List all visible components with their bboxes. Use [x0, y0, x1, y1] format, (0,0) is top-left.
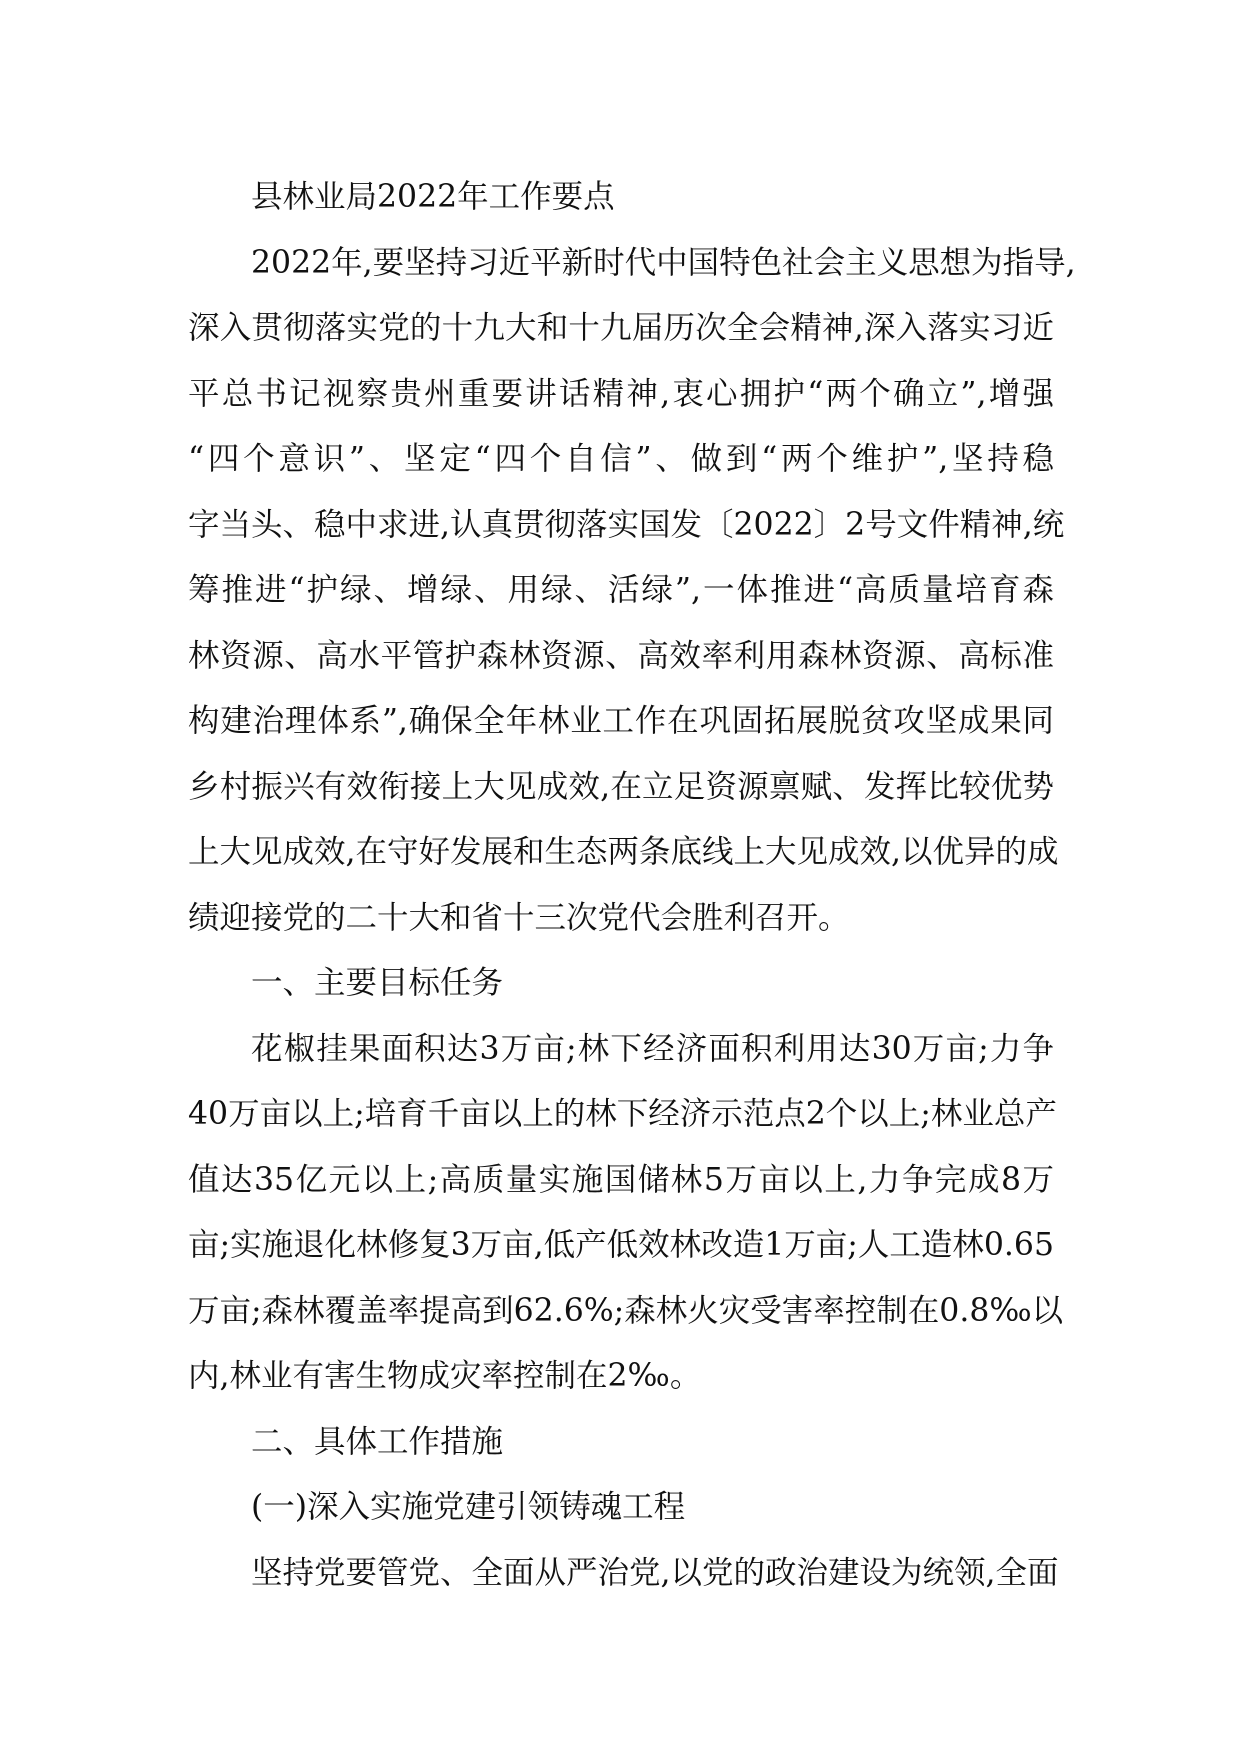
- paragraph-line: “四个意识”、坚定“四个自信”、做到“两个维护”,坚持稳: [188, 441, 1054, 477]
- paragraph-line: 字当头、稳中求进,认真贯彻落实国发〔2022〕2号文件精神,统: [188, 506, 1065, 543]
- section-heading-1: 一、主要目标任务: [251, 965, 504, 1001]
- subsection-heading-1: (一)深入实施党建引领铸魂工程: [251, 1489, 686, 1525]
- paragraph-line: 万亩;森林覆盖率提高到62.6%;森林火灾受害率控制在0.8‰以: [188, 1292, 1064, 1329]
- paragraph-line: 平总书记视察贵州重要讲话精神,衷心拥护“两个确立”,增强: [188, 375, 1054, 412]
- paragraph-line: 花椒挂果面积达3万亩;林下经济面积利用达30万亩;力争: [251, 1030, 1054, 1067]
- paragraph-line: 内,林业有害生物成灾率控制在2‰。: [188, 1358, 702, 1394]
- paragraph-line: 上大见成效,在守好发展和生态两条底线上大见成效,以优异的成: [188, 834, 1059, 870]
- paragraph-line: 2022年,要坚持习近平新时代中国特色社会主义思想为指导,: [251, 244, 1076, 281]
- paragraph-line: 乡村振兴有效衔接上大见成效,在立足资源禀赋、发挥比较优势: [188, 768, 1054, 805]
- paragraph-line: 坚持党要管党、全面从严治党,以党的政治建设为统领,全面: [251, 1554, 1059, 1591]
- paragraph-line: 深入贯彻落实党的十九大和十九届历次全会精神,深入落实习近: [188, 310, 1054, 346]
- paragraph-line: 林资源、高水平管护森林资源、高效率利用森林资源、高标准: [188, 637, 1054, 674]
- document-body: [188, 165, 1076, 1606]
- paragraph-line: 绩迎接党的二十大和省十三次党代会胜利召开。: [188, 899, 850, 936]
- section-heading-2: 二、具体工作措施: [251, 1423, 504, 1460]
- paragraph-line: 值达35亿元以上;高质量实施国储林5万亩以上,力争完成8万: [188, 1161, 1054, 1198]
- document-title: 县林业局2022年工作要点: [251, 179, 615, 215]
- paragraph-line: 构建治理体系”,确保全年林业工作在巩固拓展脱贫攻坚成果同: [188, 703, 1054, 739]
- paragraph-line: 筹推进“护绿、增绿、用绿、活绿”,一体推进“高质量培育森: [188, 572, 1054, 608]
- paragraph-line: 亩;实施退化林修复3万亩,低产低效林改造1万亩;人工造林0.65: [188, 1227, 1054, 1263]
- paragraph-line: 40万亩以上;培育千亩以上的林下经济示范点2个以上;林业总产: [188, 1096, 1057, 1132]
